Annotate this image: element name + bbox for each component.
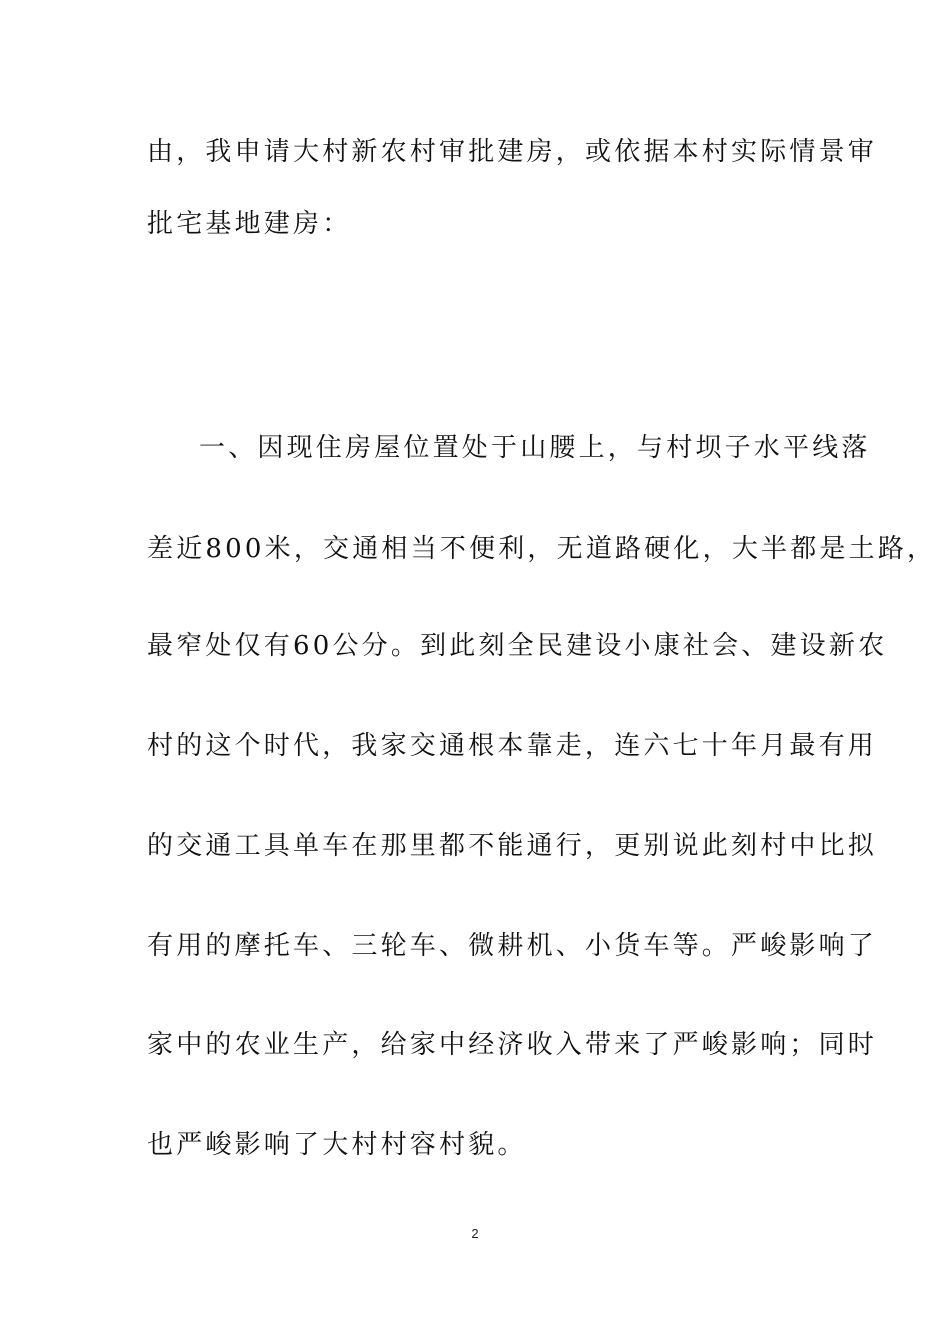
paragraph-2-line-6: 有用的摩托车、三轮车、微耕机、小货车等。严峻影响了 bbox=[147, 931, 878, 961]
page-number: 2 bbox=[471, 1226, 479, 1241]
paragraph-2-line-7: 家中的农业生产，给家中经济收入带来了严峻影响；同时 bbox=[147, 1030, 878, 1060]
paragraph-2-line-1: 一、因现住房屋位置处于山腰上，与村坝子水平线落 bbox=[199, 433, 871, 463]
paragraph-2-line-8: 也严峻影响了大村村容村貌。 bbox=[147, 1130, 527, 1160]
paragraph-2-line-4: 村的这个时代，我家交通根本靠走，连六七十年月最有用 bbox=[147, 731, 878, 761]
paragraph-2-line-2: 差近800米，交通相当不便利，无道路硬化，大半都是土路， bbox=[147, 534, 937, 564]
paragraph-1-line-2: 批宅基地建房： bbox=[147, 209, 352, 239]
paragraph-1-line-1: 由，我申请大村新农村审批建房，或依据本村实际情景审 bbox=[147, 137, 878, 167]
paragraph-2-line-5: 的交通工具单车在那里都不能通行，更别说此刻村中比拟 bbox=[147, 831, 878, 861]
paragraph-2-line-3: 最窄处仅有60公分。到此刻全民建设小康社会、建设新农 bbox=[147, 631, 888, 661]
